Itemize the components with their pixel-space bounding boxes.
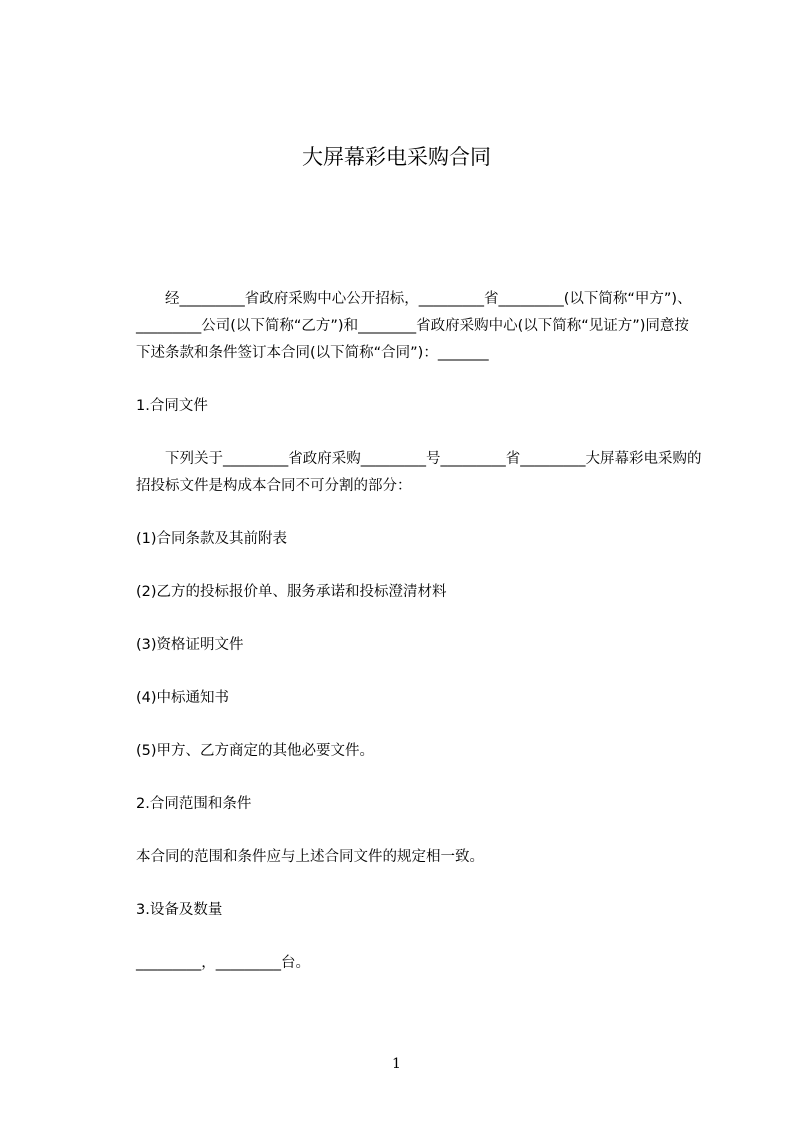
contract-documents-paragraph: 下列关于_________省政府采购_________号_________省_________大屏幕彩电采购的招投标文件是构成本合同不可分割的部分：	[136, 451, 702, 494]
list-item: (3)资格证明文件	[136, 637, 244, 653]
section-heading-equipment: 3.设备及数量	[136, 902, 223, 918]
list-item: (4)中标通知书	[136, 690, 230, 706]
document-body	[136, 286, 702, 977]
equipment-paragraph: _________，_________台。	[136, 955, 310, 971]
document-title: 大屏幕彩电采购合同	[302, 145, 491, 169]
page-number: 1	[392, 1056, 401, 1072]
section-heading-contract-documents: 1.合同文件	[136, 398, 208, 414]
scope-paragraph: 本合同的范围和条件应与上述合同文件的规定相一致。	[136, 849, 484, 865]
list-item: (1)合同条款及其前附表	[136, 531, 288, 547]
intro-paragraph: 经_________省政府采购中心公开招标，_________省_________(以下简称“甲方”)、_________公司(以下简称“乙方”)和________省政府采购中心(以下简称“见证方”)同意按下述条款和条件签订本合同(以下简称“合同”)：_______	[136, 291, 692, 361]
list-item: (5)甲方、乙方商定的其他必要文件。	[136, 743, 375, 759]
section-heading-scope: 2.合同范围和条件	[136, 796, 252, 812]
list-item: (2)乙方的投标报价单、服务承诺和投标澄清材料	[136, 584, 447, 600]
